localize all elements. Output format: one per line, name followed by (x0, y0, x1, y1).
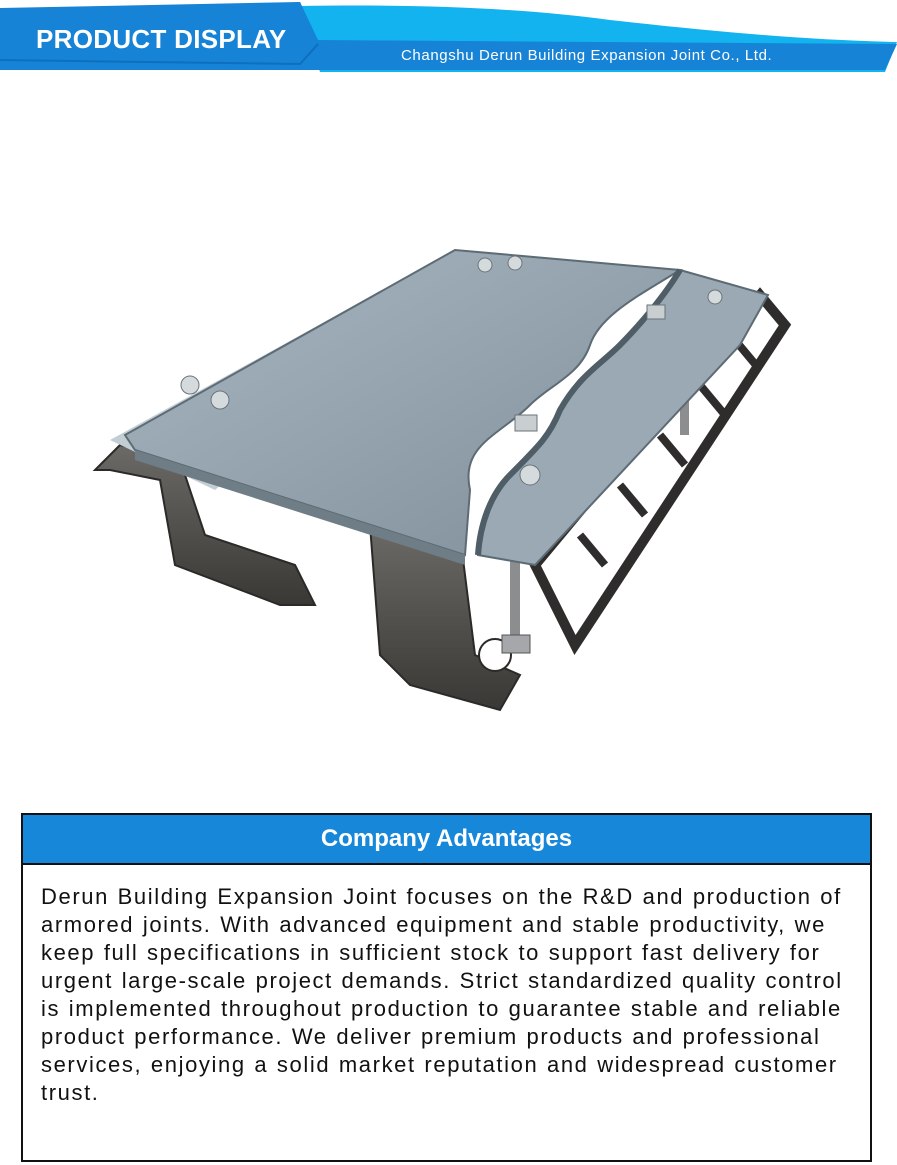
company-advantages-title: Company Advantages (23, 815, 870, 865)
company-advantages-text: Derun Building Expansion Joint focuses on the R&D and production of armored joints. With advanced equipment and stable productivity, we keep full specifications in sufficient stock to support fast delivery for urgent large-scale project demands. Strict standardized quality control is implemented throughout production to guarantee stable and reliable product performance. We deliver premium products and professional services, enjoying a solid market reputation and widespread customer trust. (41, 884, 843, 1105)
page-title: PRODUCT DISPLAY (36, 24, 287, 54)
company-name: Changshu Derun Building Expansion Joint Co., Ltd. (401, 47, 773, 64)
header-banner (0, 0, 897, 72)
product-photo (80, 235, 800, 715)
company-advantages-panel (21, 813, 872, 1162)
